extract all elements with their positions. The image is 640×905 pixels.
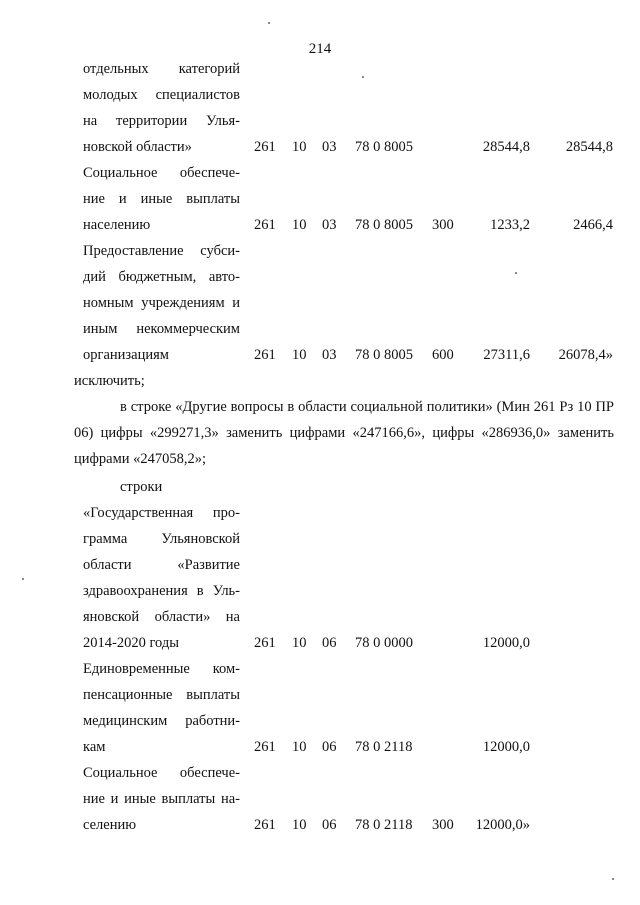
col-pr: 03: [322, 139, 337, 155]
row-description-line: «Государственная про-: [83, 505, 240, 521]
table-row-line: [0, 760, 640, 786]
col-vr: 300: [432, 217, 454, 233]
col-csr: 78 0 8005: [355, 217, 413, 233]
scan-speck: [362, 76, 364, 78]
scan-speck: [268, 22, 270, 24]
table-row-line: [0, 56, 640, 82]
col-min: 261: [254, 347, 276, 363]
table-row-line: [0, 186, 640, 212]
table-row-line: [0, 264, 640, 290]
row-description-line: ние и иные выплаты на-: [83, 791, 240, 807]
col-min: 261: [254, 739, 276, 755]
table-row-line: [0, 682, 640, 708]
col-rz: 10: [292, 217, 307, 233]
col-pr: 06: [322, 739, 337, 755]
table-row-line: [0, 552, 640, 578]
table-row-line: [0, 630, 640, 656]
col-value-2016: 28544,8: [565, 139, 613, 155]
row-description-line: пенсационные выплаты: [83, 687, 240, 703]
row-description-line: иным некоммерческим: [83, 321, 240, 337]
col-min: 261: [254, 217, 276, 233]
row-description-line: грамма Ульяновской: [83, 531, 240, 547]
col-csr: 78 0 8005: [355, 139, 413, 155]
col-pr: 03: [322, 347, 337, 363]
row-description-line: дий бюджетным, авто-: [83, 269, 240, 285]
table-row-line: [0, 812, 640, 838]
exclude-text: исключить;: [74, 373, 145, 389]
col-rz: 10: [292, 739, 307, 755]
row-description-line: медицинским работни-: [83, 713, 240, 729]
row-description-line: кам: [83, 739, 106, 755]
page-number: 214: [308, 41, 332, 57]
row-description-line: населению: [83, 217, 151, 233]
col-csr: 78 0 0000: [355, 635, 413, 651]
col-value-2015: 28544,8: [482, 139, 530, 155]
row-description-line: Единовременные ком-: [83, 661, 240, 677]
table-row-line: [0, 108, 640, 134]
col-min: 261: [254, 635, 276, 651]
col-value-2015: 12000,0: [482, 635, 530, 651]
col-csr: 78 0 8005: [355, 347, 413, 363]
col-vr: 300: [432, 817, 454, 833]
scan-speck: [22, 578, 24, 580]
row-description-line: организациям: [83, 347, 169, 363]
col-min: 261: [254, 817, 276, 833]
table-row-line: [0, 656, 640, 682]
row-description-line: Социальное обеспече-: [83, 165, 240, 181]
amendment-paragraph: в строке «Другие вопросы в области социальной политики» (Мин 261 Рз 10 ПР 06) цифры «299271,3» заменить цифрами «247166,6», цифры «286936,0» заменить цифрами «247058,2»;: [74, 399, 614, 467]
col-rz: 10: [292, 139, 307, 155]
col-min: 261: [254, 139, 276, 155]
col-vr: 600: [432, 347, 454, 363]
row-description-line: номным учреждениям и: [83, 295, 240, 311]
col-value-2016: 26078,4»: [558, 347, 613, 363]
table-row-line: [0, 578, 640, 604]
row-description-line: молодых специалистов: [83, 87, 240, 103]
table-row-line: [0, 82, 640, 108]
table-row-line: [0, 160, 640, 186]
col-value-2015: 1233,2: [490, 217, 530, 233]
row-description-line: отдельных категорий: [83, 61, 240, 77]
table-row-line: [0, 238, 640, 264]
table-row-line: [0, 290, 640, 316]
row-description-line: селению: [83, 817, 137, 833]
col-csr: 78 0 2118: [355, 817, 413, 833]
row-description-line: области «Развитие: [83, 557, 240, 573]
table-row-line: [0, 316, 640, 342]
table-row-line: [0, 500, 640, 526]
col-rz: 10: [292, 347, 307, 363]
col-value-2015: 12000,0»: [475, 817, 530, 833]
table-row-line: [0, 134, 640, 160]
col-pr: 03: [322, 217, 337, 233]
col-value-2015: 27311,6: [483, 347, 530, 363]
col-value-2015: 12000,0: [482, 739, 530, 755]
col-csr: 78 0 2118: [355, 739, 413, 755]
table-row-line: [0, 786, 640, 812]
strings-label: строки: [120, 479, 163, 495]
row-description-line: Предоставление субси-: [83, 243, 240, 259]
row-description-line: Социальное обеспече-: [83, 765, 240, 781]
row-description-line: яновской области» на: [83, 609, 240, 625]
table-row-line: [0, 342, 640, 368]
col-pr: 06: [322, 635, 337, 651]
table-row-line: [0, 526, 640, 552]
row-description-line: новской области»: [83, 139, 192, 155]
col-pr: 06: [322, 817, 337, 833]
col-value-2016: 2466,4: [573, 217, 613, 233]
col-rz: 10: [292, 635, 307, 651]
row-description-line: на территории Улья-: [83, 113, 240, 129]
row-description-line: ние и иные выплаты: [83, 191, 240, 207]
table-row-line: [0, 708, 640, 734]
scan-speck: [515, 272, 517, 274]
row-description-line: 2014-2020 годы: [83, 635, 179, 651]
table-row-line: [0, 604, 640, 630]
row-description-line: здравоохранения в Уль-: [83, 583, 240, 599]
table-row-line: [0, 212, 640, 238]
col-rz: 10: [292, 817, 307, 833]
table-row-line: [0, 734, 640, 760]
scan-speck: [612, 878, 614, 880]
